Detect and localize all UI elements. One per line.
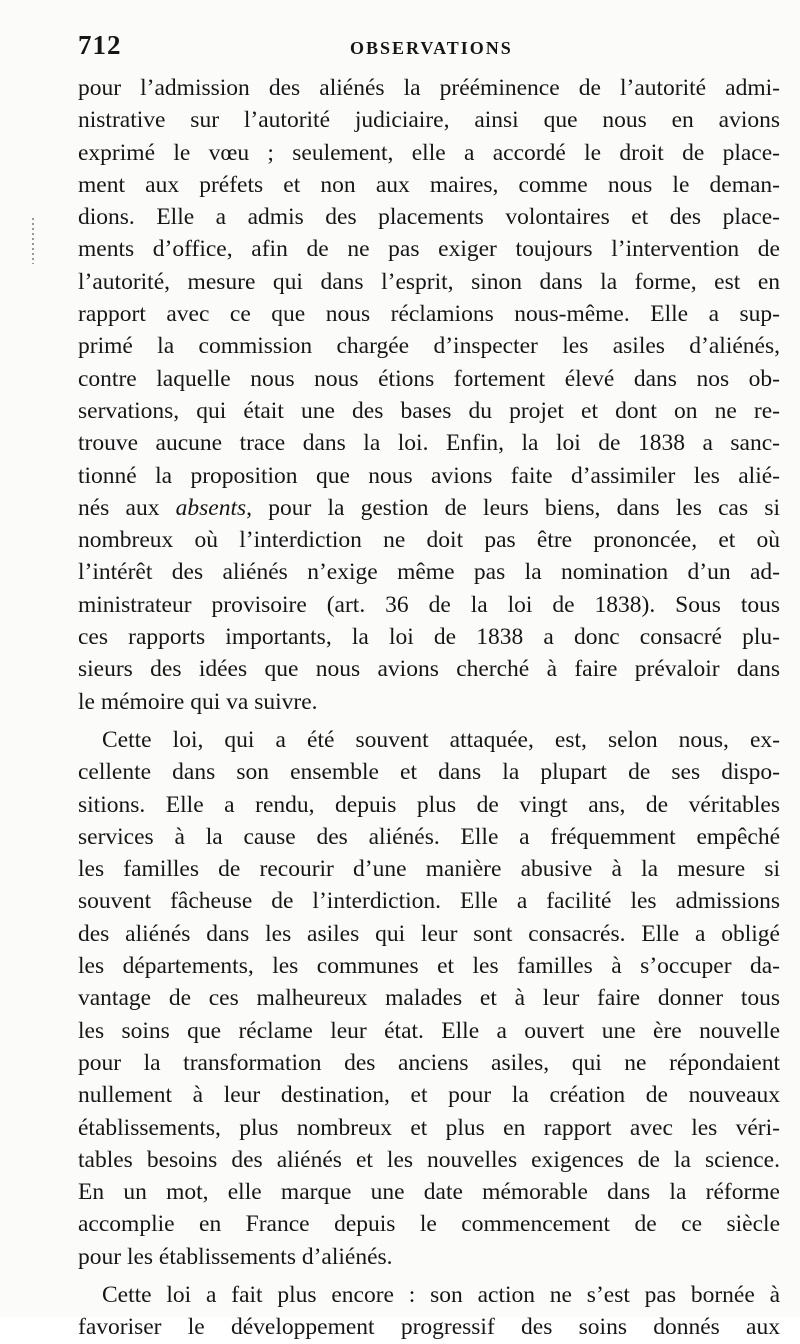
text-line: des aliénés dans les asiles qui leur sont consacrés. Elle a obligé bbox=[78, 920, 780, 947]
page-header bbox=[78, 30, 778, 64]
italic-word: absents bbox=[175, 494, 247, 521]
text-line: nés aux absents, pour la gestion de leurs biens, dans les cas si bbox=[78, 494, 780, 521]
text-line: favoriser le développement progressif des soins donnés aux bbox=[78, 1314, 780, 1341]
text-line: ment aux préfets et non aux maires, comme nous le deman- bbox=[78, 171, 780, 198]
text-line: trouve aucune trace dans la loi. Enfin, la loi de 1838 a sanc- bbox=[78, 430, 780, 457]
text-line: contre laquelle nous nous étions fortement élevé dans nos ob- bbox=[78, 365, 780, 392]
text-line: vantage de ces malheureux malades et à leur faire donner tous bbox=[78, 985, 780, 1012]
running-title: OBSERVATIONS bbox=[350, 38, 513, 58]
text-line: nistrative sur l’autorité judiciaire, ainsi que nous en avions bbox=[78, 107, 780, 134]
text-line: tables besoins des aliénés et les nouvelles exigences de la science. bbox=[78, 1146, 780, 1173]
text-line: nullement à leur destination, et pour la création de nouveaux bbox=[78, 1082, 780, 1109]
text-line: pour les établissements d’aliénés. bbox=[78, 1243, 393, 1270]
text-line: l’intérêt des aliénés n’exige même pas la nomination d’un ad- bbox=[78, 559, 780, 586]
text-line: cellente dans son ensemble et dans la plupart de ses dispo- bbox=[78, 759, 780, 786]
text-line: les départements, les communes et les familles à s’occuper da- bbox=[78, 953, 780, 980]
text-line: Cette loi, qui a été souvent attaquée, est, selon nous, ex- bbox=[102, 726, 780, 753]
text-line: ments d’office, afin de ne pas exiger toujours l’intervention de bbox=[78, 236, 780, 263]
text-line: l’autorité, mesure qui dans l’esprit, sinon dans la forme, est en bbox=[78, 268, 780, 295]
text-line: le mémoire qui va suivre. bbox=[78, 688, 318, 715]
text-line: sieurs des idées que nous avions cherché à faire prévaloir dans bbox=[78, 656, 780, 683]
page-number: 712 bbox=[78, 30, 122, 60]
text-line: sitions. Elle a rendu, depuis plus de vingt ans, de véritables bbox=[78, 791, 780, 818]
text-line: En un mot, elle marque une date mémorable dans la réforme bbox=[78, 1179, 780, 1206]
body-text bbox=[78, 72, 780, 1344]
text-line: pour la transformation des anciens asiles, qui ne répondaient bbox=[78, 1049, 780, 1076]
text-line: les familles de recourir d’une manière abusive à la mesure si bbox=[78, 856, 780, 883]
text-line: exprimé le vœu ; seulement, elle a accordé le droit de place- bbox=[78, 139, 780, 166]
text-line: souvent fâcheuse de l’interdiction. Elle a facilité les admissions bbox=[78, 888, 780, 915]
text-line: tionné la proposition que nous avions faite d’assimiler les alié- bbox=[78, 462, 780, 489]
text-line: primé la commission chargée d’inspecter les asiles d’aliénés, bbox=[78, 333, 780, 360]
text-line: établissements, plus nombreux et plus en rapport avec les véri- bbox=[78, 1114, 780, 1141]
text-line: accomplie en France depuis le commencement de ce siècle bbox=[78, 1211, 780, 1238]
text-line: pour l’admission des aliénés la prééminence de l’autorité admi- bbox=[78, 75, 780, 101]
text-line: dions. Elle a admis des placements volontaires et des place- bbox=[78, 204, 780, 231]
text-line: les soins que réclame leur état. Elle a ouvert une ère nouvelle bbox=[78, 1017, 780, 1044]
text-line: Cette loi a fait plus encore : son action ne s’est pas bornée à bbox=[102, 1281, 780, 1308]
text-line: ces rapports importants, la loi de 1838 a donc consacré plu- bbox=[78, 624, 780, 651]
text-line: servations, qui était une des bases du projet et dont on ne re- bbox=[78, 397, 780, 424]
text-line: nombreux où l’interdiction ne doit pas être prononcée, et où bbox=[78, 527, 780, 554]
text-line: services à la cause des aliénés. Elle a fréquemment empêché bbox=[78, 823, 780, 850]
text-line: ministrateur provisoire (art. 36 de la loi de 1838). Sous tous bbox=[78, 591, 780, 618]
text-line: rapport avec ce que nous réclamions nous-même. Elle a sup- bbox=[78, 301, 780, 328]
margin-pencil-mark bbox=[32, 218, 34, 264]
